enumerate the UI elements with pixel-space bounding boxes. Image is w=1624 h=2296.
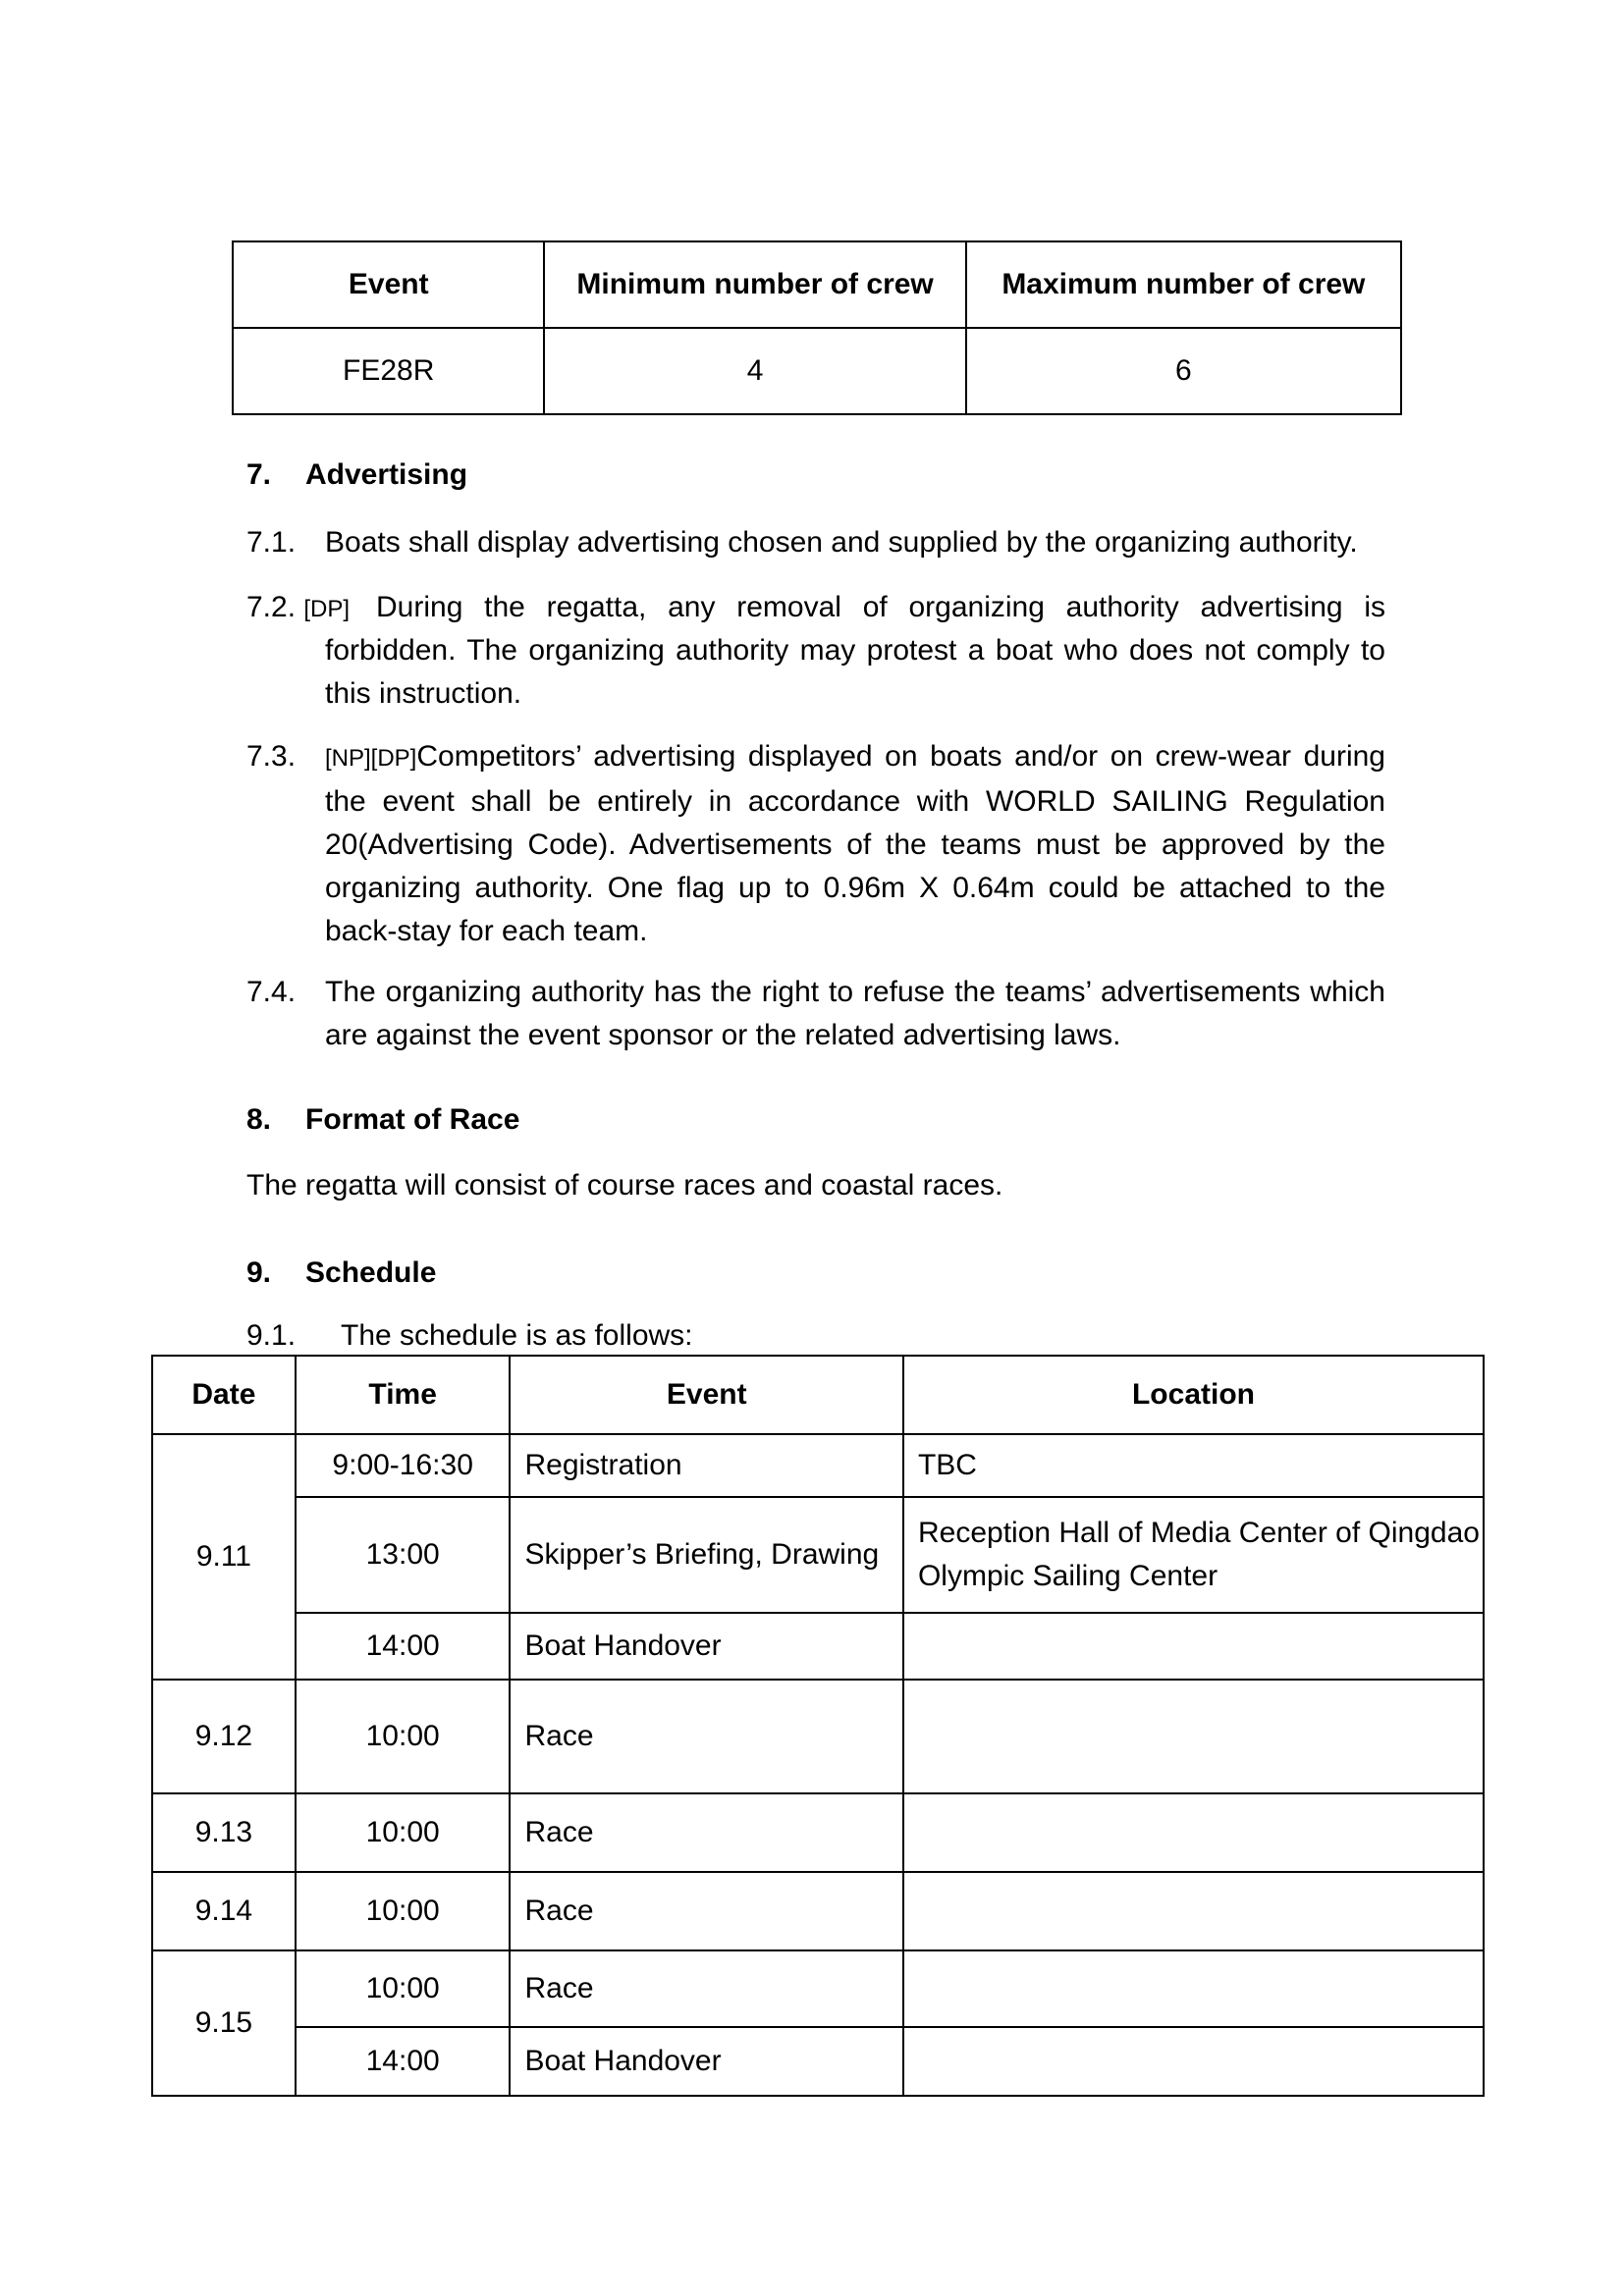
table-row [152, 1497, 1484, 1613]
cell-location [903, 1793, 1484, 1872]
clause-number: 9.1. [246, 1319, 297, 1352]
cell-event: Race [510, 1793, 902, 1872]
header-location: Location [903, 1356, 1484, 1434]
cell-time: 13:00 [296, 1497, 511, 1613]
cell-time: 10:00 [296, 1872, 511, 1950]
clause-number [246, 586, 350, 631]
header-date: Date [152, 1356, 296, 1434]
clause-body: Competitors’ advertising displayed on boats and/or on crew-wear during the event shall be entirely in accordance with WORLD SAILING Regulation 20(Advertising Code). Advertisements of the teams must be approved by the organizing authority. One flag up to 0.96m X 0.64m could be attached to the back-stay for each team. [325, 740, 1385, 947]
cell-event: Registration [510, 1434, 902, 1497]
table-row [152, 1793, 1484, 1872]
crew-table [232, 240, 1402, 415]
cell-time: 9:00-16:30 [296, 1434, 511, 1497]
clause-text [325, 735, 1385, 953]
clause-number: 7.3. [246, 740, 297, 773]
table-row [152, 1613, 1484, 1680]
section-title: Format of Race [305, 1103, 520, 1136]
cell-date: 9.13 [152, 1793, 296, 1872]
clause-number-text: 7.2. [246, 591, 297, 623]
cell-event: Skipper’s Briefing, Drawing [510, 1497, 902, 1613]
section-9-heading [246, 1256, 436, 1290]
clause-7-4 [246, 971, 1385, 1057]
clause-text: The schedule is as follows: [341, 1319, 693, 1352]
header-event: Event [510, 1356, 902, 1434]
cell-location [903, 2027, 1484, 2096]
header-event: Event [233, 241, 544, 328]
cell-time: 10:00 [296, 1950, 511, 2027]
cell-min-crew: 4 [544, 328, 965, 414]
schedule-table [151, 1355, 1485, 2097]
cell-event: Boat Handover [510, 1613, 902, 1680]
section-title: Schedule [305, 1256, 437, 1289]
cell-location [903, 1680, 1484, 1793]
section-number: 8. [246, 1103, 272, 1136]
section-title: Advertising [305, 458, 468, 491]
clause-text: Boats shall display advertising chosen and supplied by the organizing authority. [325, 526, 1358, 559]
clause-7-1 [246, 521, 1385, 564]
cell-event: Race [510, 1680, 902, 1793]
table-row [152, 1434, 1484, 1497]
cell-time: 14:00 [296, 1613, 511, 1680]
cell-date: 9.15 [152, 1950, 296, 2096]
table-row [152, 1872, 1484, 1950]
cell-location [903, 1950, 1484, 2027]
clause-text: During the regatta, any removal of organizing authority advertising is forbidden. The organizing authority may protest a boat who does not comply to this instruction. [325, 591, 1385, 710]
table-row [233, 328, 1401, 414]
clause-number: 7.1. [246, 526, 297, 559]
section-8-heading [246, 1103, 519, 1137]
cell-location [903, 1613, 1484, 1680]
cell-time: 10:00 [296, 1793, 511, 1872]
cell-date: 9.11 [152, 1434, 296, 1680]
section-number: 7. [246, 458, 272, 491]
cell-location: Reception Hall of Media Center of Qingdao Olympic Sailing Center [903, 1497, 1484, 1613]
clause-text: The organizing authority has the right to refuse the teams’ advertisements which are against the event sponsor or the related advertising laws. [325, 976, 1385, 1051]
table-row [152, 2027, 1484, 2096]
clause-9-1 [246, 1319, 693, 1353]
table-header-row [152, 1356, 1484, 1434]
header-max-crew: Maximum number of crew [966, 241, 1401, 328]
table-row [152, 1680, 1484, 1793]
cell-event: Boat Handover [510, 2027, 902, 2096]
cell-date: 9.14 [152, 1872, 296, 1950]
cell-event: FE28R [233, 328, 544, 414]
section-7-heading [246, 458, 467, 492]
header-time: Time [296, 1356, 511, 1434]
cell-time: 10:00 [296, 1680, 511, 1793]
cell-event: Race [510, 1872, 902, 1950]
cell-event: Race [510, 1950, 902, 2027]
table-header-row [233, 241, 1401, 328]
header-min-crew: Minimum number of crew [544, 241, 965, 328]
section-number: 9. [246, 1256, 272, 1289]
cell-max-crew: 6 [966, 328, 1401, 414]
clause-7-2 [246, 586, 1385, 716]
clause-tag: [DP] [303, 596, 351, 622]
cell-time: 14:00 [296, 2027, 511, 2096]
clause-number: 7.4. [246, 976, 297, 1008]
clause-tag: [NP][DP] [325, 745, 417, 772]
cell-location: TBC [903, 1434, 1484, 1497]
clause-7-3 [246, 735, 1385, 953]
table-row [152, 1950, 1484, 2027]
cell-location [903, 1872, 1484, 1950]
cell-date: 9.12 [152, 1680, 296, 1793]
section-8-text: The regatta will consist of course races and coastal races. [246, 1169, 1003, 1201]
